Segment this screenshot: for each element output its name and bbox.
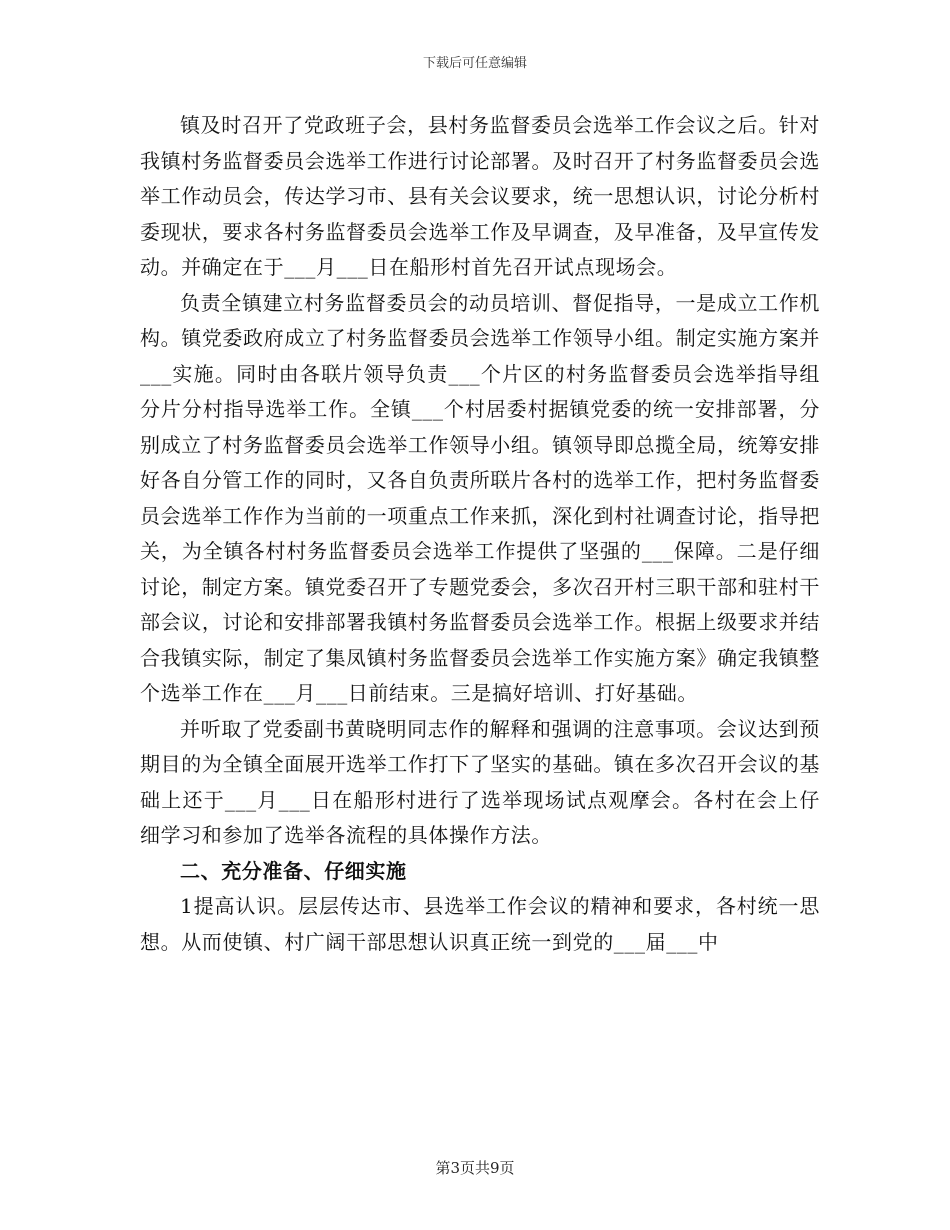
paragraph-1: 镇及时召开了党政班子会，县村务监督委员会选举工作会议之后。针对我镇村务监督委员会选举工作进行讨论部署。及时召开了村务监督委员会选举工作动员会，传达学习市、县有关会议要求，统一思想认识，讨论分析村委现状，要求各村务监督委员会选举工作及早调查，及早准备，及早宣传发动。并确定在于___月___日在船形村首先召开试点现场会。 — [140, 113, 820, 279]
page-header: 下载后可任意编辑 — [422, 56, 527, 71]
paragraph-4: 1提高认识。层层传达市、县选举工作会议的精神和要求，各村统一思想。从而使镇、村广阔干部思想认识真正统一到党的___届___中 — [140, 894, 820, 954]
document-body — [140, 108, 820, 960]
paragraph-3: 并听取了党委副书黄晓明同志作的解释和强调的注意事项。会议达到预期目的为全镇全面展开选举工作打下了坚实的基础。镇在多次召开会议的基础上还于___月___日在船形村进行了选举现场试点观摩会。各村在会上仔细学习和参加了选举各流程的具体操作方法。 — [140, 716, 820, 847]
page-footer: 第3页共9页 — [435, 1159, 515, 1177]
section-heading: 二、充分准备、仔细实施 — [180, 858, 407, 883]
paragraph-2: 负责全镇建立村务监督委员会的动员培训、督促指导，一是成立工作机构。镇党委政府成立了村务监督委员会选举工作领导小组。制定实施方案并___实施。同时由各联片领导负责___个片区的村务监督委员会选举指导组分片分村指导选举工作。全镇___个村居委村据镇党委的统一安排部署，分别成立了村务监督委员会选举工作领导小组。镇领导即总揽全局，统筹安排好各自分管工作的同时，又各自负责所联片各村的选举工作，把村务监督委员会选举工作作为当前的一项重点工作来抓，深化到村社调查讨论，指导把关，为全镇各村村务监督委员会选举工作提供了坚强的___保障。二是仔细讨论，制定方案。镇党委召开了专题党委会，多次召开村三职干部和驻村干部会议，讨论和安排部署我镇村务监督委员会选举工作。根据上级要求并结合我镇实际，制定了集凤镇村务监督委员会选举工作实施方案》确定我镇整个选举工作在___月___日前结束。三是搞好培训、打好基础。 — [140, 290, 820, 705]
